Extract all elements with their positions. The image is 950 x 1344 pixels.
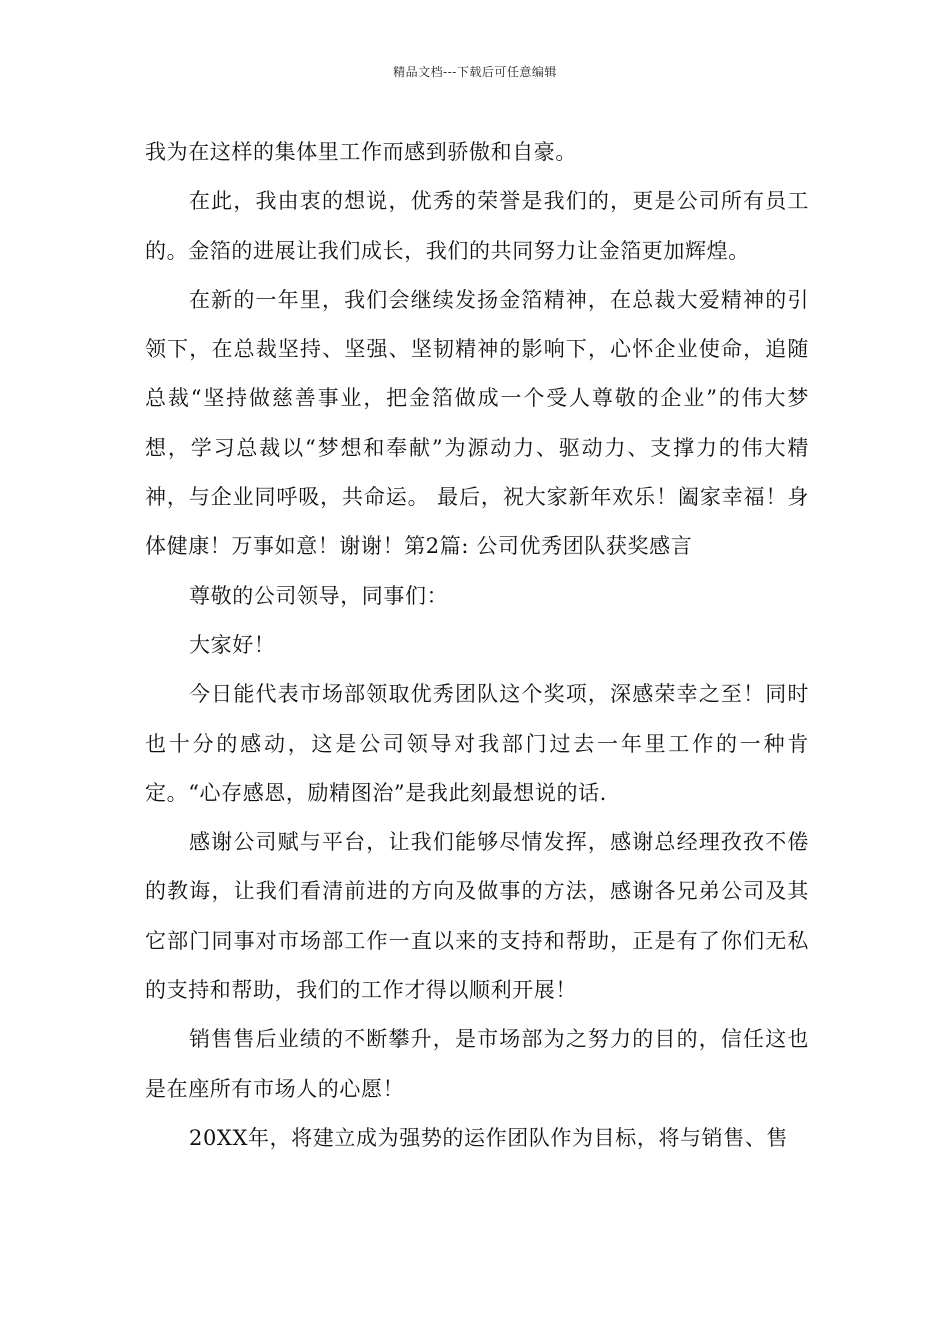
paragraph-4: 尊敬的公司领导，同事们： [189,583,449,608]
paragraph-9: 20XX年，将建立成为强势的运作团队作为目标，将与销售、售 [189,1125,789,1150]
paragraph-8: 销售售后业绩的不断攀升，是市场部为之努力的目的，信任这也是在座所有市场人的心愿！ [145,1027,809,1101]
paragraph-1: 我为在这样的集体里工作而感到骄傲和自豪。 [145,140,577,164]
paragraph-3: 在新的一年里，我们会继续发扬金箔精神，在总裁大爱精神的引领下，在总裁坚持、坚强、坚韧精神的影响下，心怀企业使命，追随总裁“坚持做慈善事业，把金箔做成一个受人尊敬的企业”的伟大梦想，学习总裁以“梦想和奉献”为源动力、驱动力、支撑力的伟大精神，与企业同呼吸，共命运。 最后，祝大家新年欢乐！阖家幸福！身体健康！万事如意！谢谢！第2篇: 公司优秀团队获奖感言 [145,287,809,559]
paragraph-6: 今日能代表市场部领取优秀团队这个奖项，深感荣幸之至！同时也十分的感动，这是公司领导对我部门过去一年里工作的一种肯定。“心存感恩，励精图治”是我此刻最想说的话. [145,682,809,805]
paragraph-7: 感谢公司赋与平台，让我们能够尽情发挥，感谢总经理孜孜不倦的教诲，让我们看清前进的方向及做事的方法，感谢各兄弟公司及其它部门同事对市场部工作一直以来的支持和帮助，正是有了你们无私的支持和帮助，我们的工作才得以顺利开展！ [145,830,809,1003]
paragraph-5: 大家好！ [189,632,276,657]
page-header: 精品文档---下载后可任意编辑 [393,65,557,79]
paragraph-2: 在此，我由衷的想说，优秀的荣誉是我们的，更是公司所有员工的。金箔的进展让我们成长，我们的共同努力让金箔更加辉煌。 [145,189,809,263]
document-body [145,128,809,1163]
